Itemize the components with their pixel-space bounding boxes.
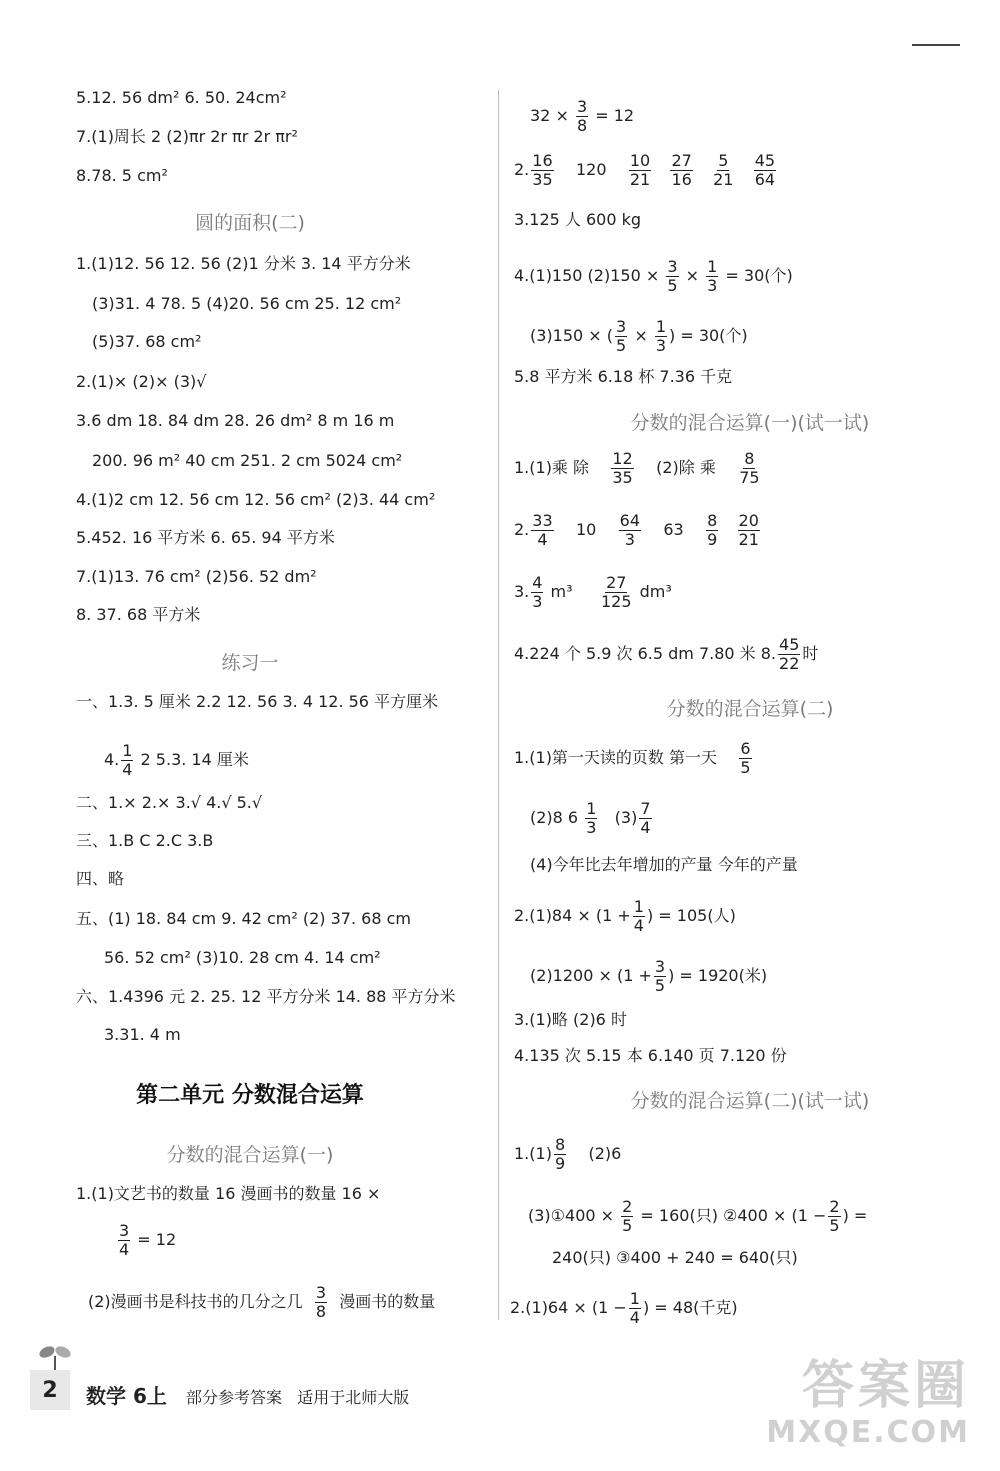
answer-line bbox=[88, 1284, 435, 1321]
denominator: 3 bbox=[532, 592, 543, 611]
unit-title: 第二单元 分数混合运算 bbox=[136, 1083, 364, 1108]
footer-text bbox=[86, 1380, 409, 1409]
fraction bbox=[118, 1222, 130, 1259]
numerator: 4 bbox=[532, 573, 543, 592]
answer-line: 8. 37. 68 平方米 bbox=[76, 605, 201, 624]
answer-text: ) = 105(人) bbox=[646, 906, 736, 925]
fraction bbox=[754, 152, 776, 189]
numerator: 7 bbox=[640, 799, 651, 818]
denominator: 35 bbox=[532, 170, 553, 189]
denominator: 4 bbox=[629, 1308, 640, 1327]
answer-line: 5.8 平方米 6.18 杯 7.36 千克 bbox=[514, 367, 733, 386]
fraction bbox=[828, 1198, 840, 1235]
numerator: 10 bbox=[629, 151, 651, 170]
numerator: 12 bbox=[612, 449, 633, 468]
fraction bbox=[531, 512, 553, 549]
answer-text: (2)漫画书是科技书的几分之几 bbox=[88, 1292, 303, 1311]
fraction bbox=[600, 574, 633, 611]
answer-text: = 12 bbox=[595, 106, 635, 125]
numerator: 3 bbox=[119, 1221, 130, 1240]
fraction bbox=[611, 450, 633, 487]
numerator: 2 bbox=[829, 1197, 840, 1216]
numerator: 45 bbox=[779, 635, 800, 654]
page-footer bbox=[30, 1340, 480, 1420]
denominator: 8 bbox=[576, 116, 588, 135]
answer-text: × bbox=[685, 266, 700, 285]
answer-text: 10 bbox=[575, 520, 597, 539]
denominator: 4 bbox=[119, 1240, 130, 1259]
footer-subject: 数学 6上 bbox=[86, 1384, 167, 1408]
answer-line bbox=[514, 574, 672, 611]
answer-line: 5.12. 56 dm² 6. 50. 24cm² bbox=[76, 88, 287, 107]
fraction bbox=[615, 318, 627, 355]
answer-text: 4. bbox=[104, 750, 120, 769]
answer-line bbox=[514, 512, 762, 549]
answer-line bbox=[514, 450, 763, 487]
numerator: 20 bbox=[738, 511, 759, 530]
answer-text: 120 bbox=[575, 160, 607, 179]
fraction bbox=[629, 1290, 641, 1327]
answer-line bbox=[530, 98, 634, 135]
answer-line: 3.31. 4 m bbox=[104, 1025, 181, 1044]
fraction bbox=[655, 318, 667, 355]
answer-line: (5)37. 68 cm² bbox=[92, 332, 202, 351]
fraction bbox=[531, 574, 543, 611]
numerator: 8 bbox=[707, 511, 718, 530]
fraction bbox=[778, 636, 800, 673]
section-title: 分数的混合运算(二)(试一试) bbox=[630, 1090, 870, 1112]
answer-line: 5.452. 16 平方米 6. 65. 94 平方米 bbox=[76, 528, 335, 547]
numerator: 1 bbox=[122, 741, 133, 760]
denominator: 5 bbox=[740, 758, 751, 777]
denominator: 4 bbox=[640, 818, 651, 837]
denominator: 75 bbox=[739, 468, 760, 487]
answer-text: 63 bbox=[663, 520, 684, 539]
fraction bbox=[706, 512, 718, 549]
answer-line bbox=[530, 958, 767, 995]
answer-line bbox=[528, 1198, 867, 1235]
numerator: 27 bbox=[671, 151, 692, 170]
numerator: 8 bbox=[744, 449, 755, 468]
fraction bbox=[585, 800, 597, 837]
answer-text: (2)除 乘 bbox=[656, 458, 716, 477]
answer-text: 1.(1) bbox=[514, 1144, 552, 1163]
numerator: 1 bbox=[629, 1289, 640, 1308]
answer-text: 4.(1)150 (2)150 × bbox=[514, 266, 660, 285]
fraction bbox=[706, 258, 718, 295]
answer-text: 时 bbox=[802, 644, 819, 663]
denominator: 3 bbox=[586, 818, 597, 837]
denominator: 4 bbox=[122, 760, 133, 779]
answer-line: (4)今年比去年增加的产量 今年的产量 bbox=[530, 855, 798, 874]
fraction bbox=[670, 152, 692, 189]
answer-line: 四、略 bbox=[76, 869, 125, 888]
denominator: 21 bbox=[629, 170, 651, 189]
answer-text: = 30(个) bbox=[725, 266, 793, 285]
answer-text: (3)①400 × bbox=[528, 1206, 615, 1225]
answer-line: 二、1.× 2.× 3.√ 4.√ 5.√ bbox=[76, 793, 263, 812]
numerator: 1 bbox=[707, 257, 718, 276]
answer-text: 2. bbox=[514, 520, 530, 539]
answer-line: 56. 52 cm² (3)10. 28 cm 4. 14 cm² bbox=[104, 948, 381, 967]
fraction bbox=[121, 742, 133, 779]
answer-line bbox=[514, 152, 778, 189]
answer-text: 1.(1)第一天读的页数 第一天 bbox=[514, 748, 718, 767]
answer-text: (2)8 6 bbox=[530, 808, 579, 827]
answer-text: m³ bbox=[550, 582, 573, 601]
answer-text: (2)6 bbox=[588, 1144, 622, 1163]
answer-line bbox=[514, 258, 793, 295]
numerator: 45 bbox=[754, 151, 776, 170]
section-title: 分数的混合运算(一) bbox=[166, 1144, 334, 1166]
denominator: 4 bbox=[633, 916, 644, 935]
answer-line: 4.(1)2 cm 12. 56 cm 12. 56 cm² (2)3. 44 cm² bbox=[76, 490, 436, 509]
numerator: 3 bbox=[315, 1283, 327, 1302]
answer-line: 2.(1)× (2)× (3)√ bbox=[76, 372, 207, 391]
denominator: 9 bbox=[554, 1154, 566, 1173]
answer-text: ) = 48(千克) bbox=[642, 1298, 738, 1317]
denominator: 5 bbox=[622, 1216, 633, 1235]
answer-line: 3.6 dm 18. 84 dm 28. 26 dm² 8 m 16 m bbox=[76, 411, 395, 430]
answer-line bbox=[116, 1222, 176, 1259]
answer-line: 1.(1)文艺书的数量 16 漫画书的数量 16 × bbox=[76, 1184, 381, 1203]
numerator: 33 bbox=[532, 511, 553, 530]
denominator: 3 bbox=[624, 530, 635, 549]
answer-line bbox=[104, 742, 249, 779]
answer-text: 3. bbox=[514, 582, 530, 601]
answer-text: = 160(只) ②400 × (1 − bbox=[640, 1206, 827, 1225]
answer-text: (3) bbox=[614, 808, 638, 827]
watermark bbox=[730, 1343, 990, 1463]
numerator: 1 bbox=[586, 799, 597, 818]
fraction bbox=[654, 958, 666, 995]
answer-line bbox=[514, 1136, 621, 1173]
fraction bbox=[738, 512, 760, 549]
fraction bbox=[639, 800, 651, 837]
answer-text: 2. bbox=[514, 160, 530, 179]
answer-line: 7.(1)13. 76 cm² (2)56. 52 dm² bbox=[76, 567, 317, 586]
numerator: 64 bbox=[619, 511, 641, 530]
answer-line bbox=[510, 1290, 738, 1327]
fraction bbox=[739, 740, 751, 777]
fraction bbox=[315, 1284, 327, 1321]
answer-line: 3.(1)略 (2)6 时 bbox=[514, 1010, 627, 1029]
top-rule bbox=[912, 44, 960, 46]
answer-text: dm³ bbox=[639, 582, 672, 601]
answer-line bbox=[514, 898, 736, 935]
denominator: 5 bbox=[616, 336, 627, 355]
watermark-url: MXQE.COM bbox=[766, 1415, 970, 1450]
answer-text: = 12 bbox=[137, 1230, 177, 1249]
answer-line bbox=[530, 318, 748, 355]
numerator: 27 bbox=[606, 573, 627, 592]
footer-edition: 适用于北师大版 bbox=[297, 1388, 410, 1407]
answer-line: 3.125 人 600 kg bbox=[514, 210, 642, 229]
numerator: 5 bbox=[718, 151, 729, 170]
numerator: 3 bbox=[654, 957, 666, 976]
answer-line: 六、1.4396 元 2. 25. 12 平方分米 14. 88 平方分米 bbox=[76, 987, 456, 1006]
numerator: 3 bbox=[667, 257, 678, 276]
section-title: 分数的混合运算(一)(试一试) bbox=[630, 412, 870, 434]
answer-text: 1.(1)乘 除 bbox=[514, 458, 590, 477]
denominator: 22 bbox=[779, 654, 800, 673]
answer-line: 200. 96 m² 40 cm 251. 2 cm 5024 cm² bbox=[92, 451, 403, 470]
fraction bbox=[554, 1136, 566, 1173]
denominator: 125 bbox=[600, 592, 632, 611]
denominator: 4 bbox=[537, 530, 548, 549]
answer-text: ) = 30(个) bbox=[669, 326, 748, 345]
denominator: 16 bbox=[671, 170, 692, 189]
fraction bbox=[738, 450, 760, 487]
fraction bbox=[621, 1198, 633, 1235]
numerator: 6 bbox=[740, 739, 751, 758]
denominator: 3 bbox=[707, 276, 718, 295]
answer-text: 4.224 个 5.9 次 6.5 dm 7.80 米 8. bbox=[514, 644, 777, 663]
answer-line: 4.135 次 5.15 本 6.140 页 7.120 份 bbox=[514, 1046, 787, 1065]
denominator: 8 bbox=[315, 1302, 327, 1321]
numerator: 1 bbox=[655, 317, 666, 336]
answer-text: 2 5.3. 14 厘米 bbox=[135, 750, 249, 769]
fraction bbox=[712, 152, 734, 189]
answer-text: 32 × bbox=[530, 106, 569, 125]
answer-text: ) = 1920(米) bbox=[668, 966, 768, 985]
numerator: 3 bbox=[616, 317, 627, 336]
fraction bbox=[531, 152, 553, 189]
answer-line: 1.(1)12. 56 12. 56 (2)1 分米 3. 14 平方分米 bbox=[76, 254, 411, 273]
fraction bbox=[666, 258, 678, 295]
answer-line: (3)31. 4 78. 5 (4)20. 56 cm 25. 12 cm² bbox=[92, 294, 402, 313]
answer-line: 三、1.B C 2.C 3.B bbox=[76, 831, 214, 850]
answer-line: 8.78. 5 cm² bbox=[76, 166, 168, 185]
answer-line: 一、1.3. 5 厘米 2.2 12. 56 3. 4 12. 56 平方厘米 bbox=[76, 692, 439, 711]
section-title: 圆的面积(二) bbox=[195, 212, 305, 234]
answer-text: 漫画书的数量 bbox=[339, 1292, 436, 1311]
column-divider bbox=[498, 90, 499, 1320]
answer-line: 五、(1) 18. 84 cm 9. 42 cm² (2) 37. 68 cm bbox=[76, 909, 411, 928]
fraction bbox=[633, 898, 645, 935]
watermark-logo-text: 答案圈 bbox=[801, 1356, 970, 1416]
denominator: 64 bbox=[754, 170, 776, 189]
numerator: 2 bbox=[622, 1197, 633, 1216]
answer-text: × bbox=[634, 326, 648, 345]
denominator: 21 bbox=[713, 170, 734, 189]
answer-text: 2.(1)84 × (1 + bbox=[514, 906, 631, 925]
denominator: 21 bbox=[738, 530, 759, 549]
section-title: 练习一 bbox=[221, 652, 279, 674]
answer-line bbox=[530, 800, 654, 837]
answer-line: 240(只) ③400 + 240 = 640(只) bbox=[552, 1248, 798, 1267]
answer-text: 2.(1)64 × (1 − bbox=[510, 1298, 627, 1317]
fraction bbox=[619, 512, 641, 549]
section-title: 分数的混合运算(二) bbox=[666, 698, 834, 720]
answer-text: (2)1200 × (1 + bbox=[530, 966, 652, 985]
denominator: 3 bbox=[655, 336, 666, 355]
numerator: 8 bbox=[554, 1135, 566, 1154]
numerator: 16 bbox=[532, 151, 553, 170]
answer-line bbox=[514, 636, 818, 673]
numerator: 1 bbox=[633, 897, 644, 916]
numerator: 3 bbox=[576, 97, 588, 116]
denominator: 5 bbox=[667, 276, 678, 295]
fraction bbox=[576, 98, 588, 135]
footer-answers: 部分参考答案 bbox=[185, 1388, 282, 1407]
page-number: 2 bbox=[30, 1370, 70, 1410]
denominator: 9 bbox=[707, 530, 718, 549]
denominator: 5 bbox=[654, 976, 666, 995]
answer-text: (3)150 × ( bbox=[530, 326, 614, 345]
answer-line bbox=[514, 740, 754, 777]
answer-text: ) = bbox=[842, 1206, 868, 1225]
denominator: 35 bbox=[612, 468, 633, 487]
denominator: 5 bbox=[829, 1216, 840, 1235]
answer-line: 7.(1)周长 2 (2)πr 2r πr 2r πr² bbox=[76, 127, 298, 146]
sprout-icon bbox=[38, 1340, 72, 1374]
fraction bbox=[629, 152, 651, 189]
